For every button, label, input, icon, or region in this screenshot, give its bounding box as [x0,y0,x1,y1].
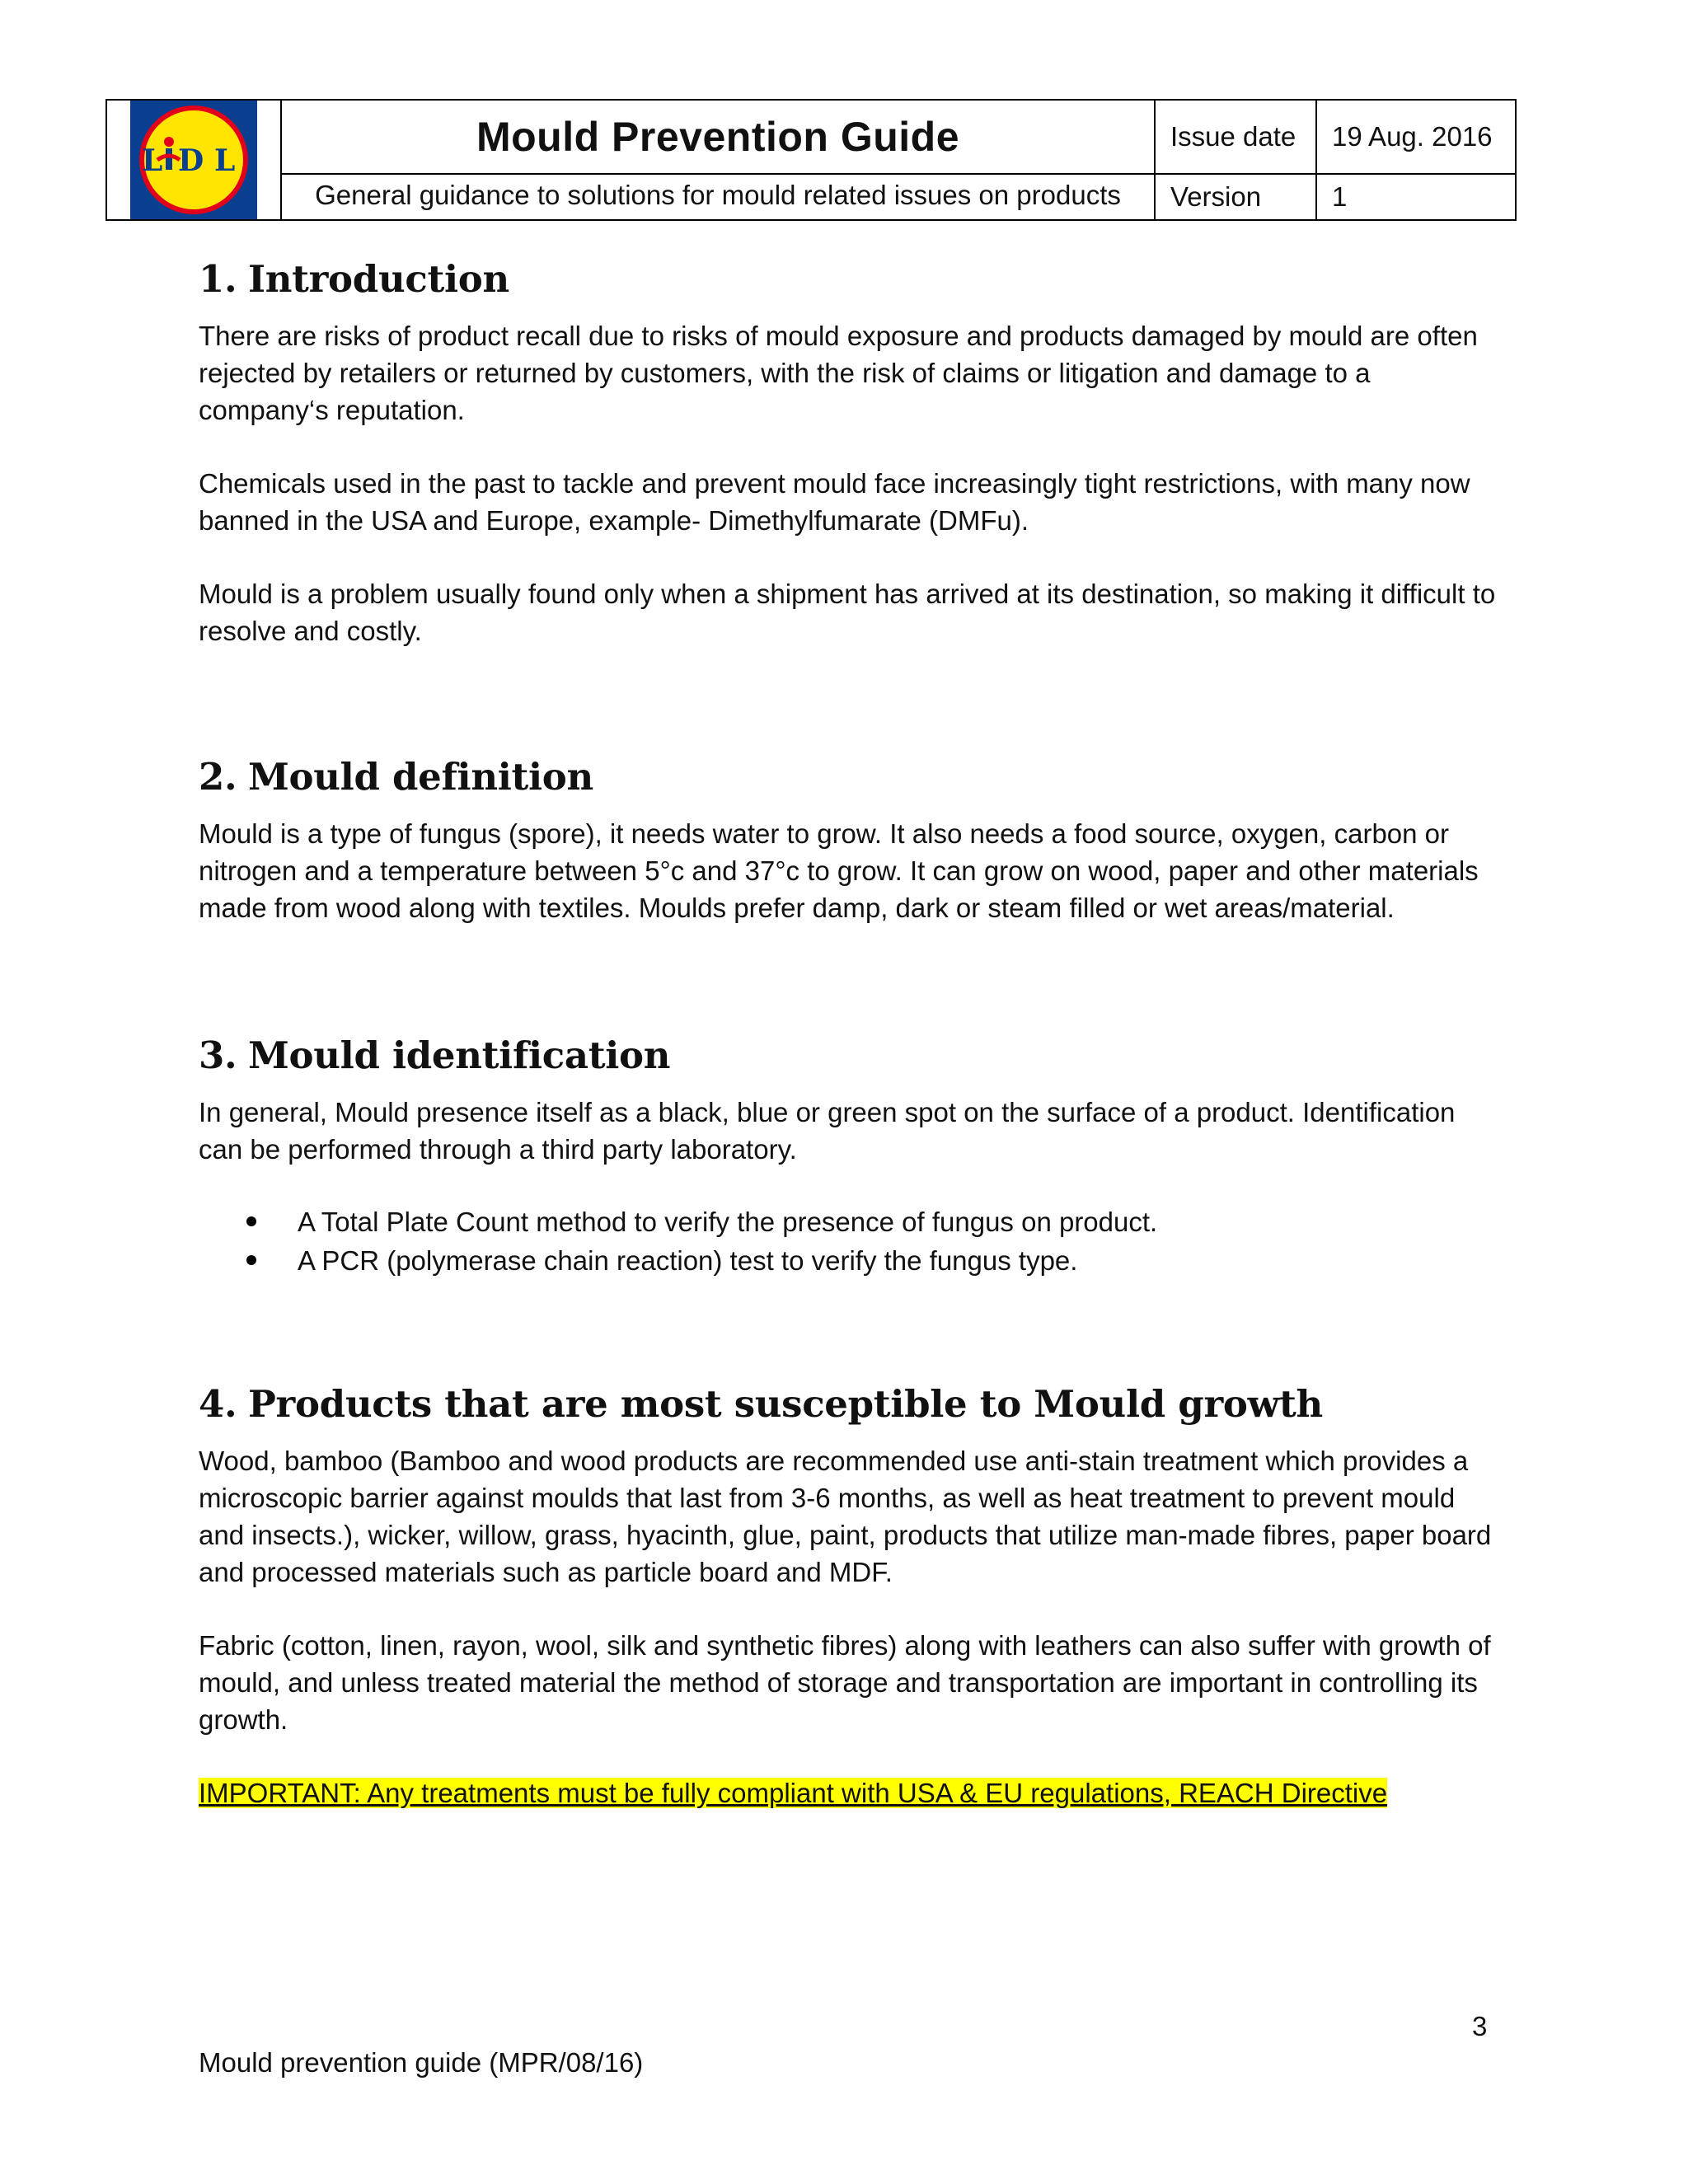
section-title-text: Products that are most susceptible to Mould growth [248,1382,1323,1426]
section-title-text: Mould definition [248,755,593,799]
section-number: 3. [199,1033,237,1077]
page-footer: Mould prevention guide (MPR/08/16) [199,2047,644,2078]
document-header-table [106,99,1517,221]
version-value: 1 [1332,181,1348,212]
document-title: Mould Prevention Guide [282,101,1156,175]
list-item-text: A Total Plate Count method to verify the presence of fungus on product. [298,1207,1158,1237]
svg-text:L: L [142,143,163,178]
logo-cell [107,101,282,219]
document-body [199,247,1501,1811]
paragraph: There are risks of product recall due to risks of mould exposure and products damaged by mould are often rejected by retailers or returned by customers, with the risk of claims or litigation and damage to a company‘s reputation. [199,321,1478,425]
version-label: Version [1156,175,1317,219]
paragraph: In general, Mould presence itself as a black, blue or green spot on the surface of a product. Identification can be performed through a third party laboratory. [199,1097,1456,1165]
section-heading-introduction [199,257,1501,301]
section-heading-mould-identification [199,1033,1501,1077]
svg-text:D: D [178,143,204,178]
bullet-icon [246,1216,256,1226]
issue-date-label: Issue date [1156,101,1317,175]
section-title-text: Introduction [248,257,509,301]
bullet-list [199,1202,1501,1280]
section-heading-mould-definition [199,755,1501,799]
issue-date-value: 19 Aug. 2016 [1317,101,1515,175]
svg-text:L: L [214,143,236,178]
important-highlight-text: IMPORTANT: Any treatments must be fully compliant with USA & EU regulations, REACH Directive [199,1778,1388,1808]
section-heading-susceptible-products [199,1382,1501,1426]
section-number: 2. [199,755,237,799]
paragraph: Mould is a problem usually found only when a shipment has arrived at its destination, so making it difficult to resolve and costly. [199,579,1496,646]
page-number: 3 [1472,2011,1488,2041]
document-subtitle: General guidance to solutions for mould related issues on products [282,175,1156,219]
list-item [199,1202,1501,1241]
section-title-text: Mould identification [248,1033,671,1077]
paragraph: Wood, bamboo (Bamboo and wood products are recommended use anti-stain treatment which provides a microscopic barrier against moulds that last from 3-6 months, as well as heat treatment to prevent mould and insects.), wicker, willow, grass, hyacinth, glue, paint, products that utilize man-made fibres, paper board and processed materials such as particle board and MDF. [199,1446,1492,1587]
lidl-logo [130,101,257,219]
list-item-text: A PCR (polymerase chain reaction) test to verify the fungus type. [298,1245,1078,1276]
section-number: 4. [199,1382,237,1426]
paragraph: Fabric (cotton, linen, rayon, wool, silk and synthetic fibres) along with leathers can also suffer with growth of mould, and unless treated material the method of storage and transportation are important in controlling its growth. [199,1630,1491,1735]
bullet-icon [246,1255,256,1265]
important-notice [199,1774,1501,1811]
paragraph: Mould is a type of fungus (spore), it needs water to grow. It also needs a food source, oxygen, carbon or nitrogen and a temperature between 5°c and 37°c to grow. It can grow on wood, paper and other materials made from wood along with textiles. Moulds prefer damp, dark or steam filled or wet areas/material. [199,818,1479,923]
section-number: 1. [199,257,237,301]
list-item [199,1241,1501,1280]
lidl-logo-graphic [130,101,257,219]
paragraph: Chemicals used in the past to tackle and prevent mould face increasingly tight restrictions, with many now banned in the USA and Europe, example- Dimethylfumarate (DMFu). [199,468,1470,536]
